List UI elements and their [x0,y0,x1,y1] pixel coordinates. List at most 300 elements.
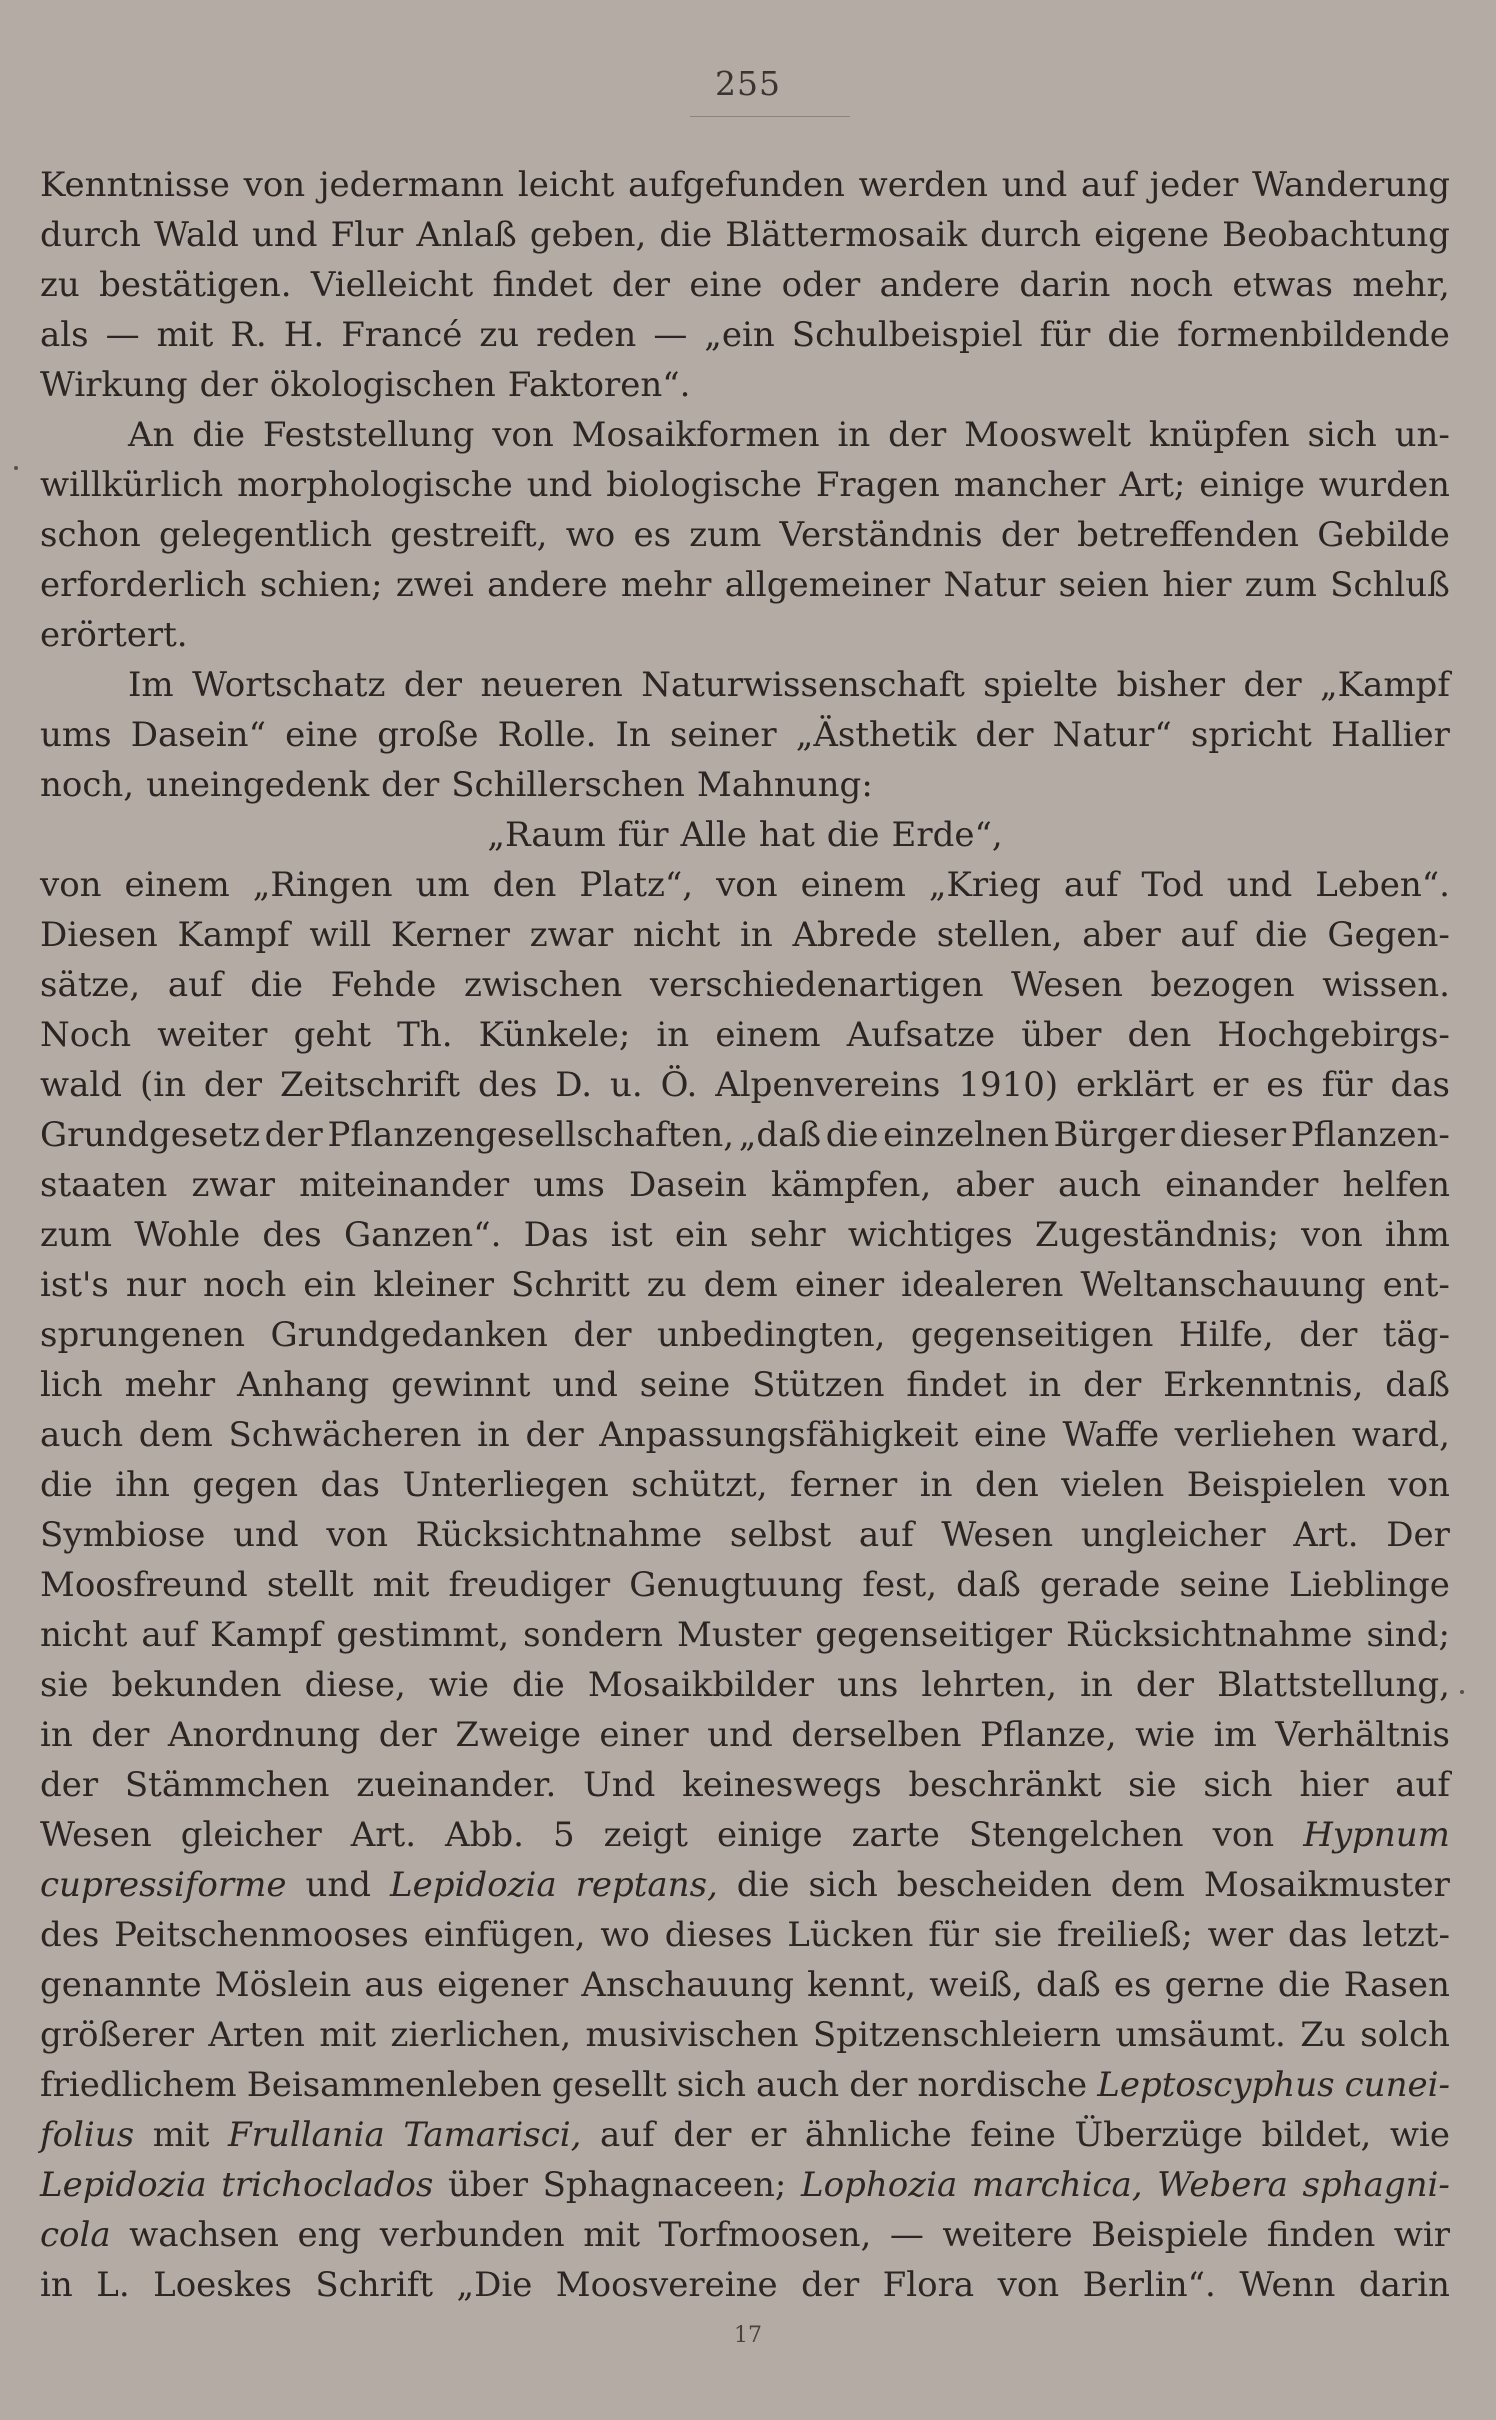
word: Gegen- [1327,915,1450,955]
word: weitere [942,2215,1073,2255]
word: Wesen [40,1815,152,1855]
word: Kerner [390,915,510,955]
word: Rücksichtnahme [1065,1615,1353,1655]
word: Stützen [752,1365,885,1405]
word: freiließ; [1057,1915,1193,1955]
word: Th. [397,1015,453,1055]
word: einer [794,1265,885,1305]
word: zwar [529,915,614,955]
word: Alpenvereins [715,1065,941,1105]
word: bezogen [1150,965,1295,1005]
word: un- [1394,415,1450,455]
word: Bürger [1053,1115,1175,1155]
word: sie [1128,1765,1177,1805]
word: Aufsatze [846,1015,996,1055]
word: dieses [664,1915,773,1955]
word: die [1107,315,1161,355]
word: eine [973,1415,1047,1455]
word: Pflanzengesellschaften, [327,1115,735,1155]
word: Arten [208,2015,305,2055]
word: der [801,2265,860,2305]
word: ist's [40,1265,109,1305]
text-line [40,1860,1450,1910]
word: lehrten, [921,1665,1058,1705]
word: es [1113,1965,1152,2005]
word: wichtiges [847,1215,1013,1255]
word: Naturwissenschaft [641,665,965,705]
word: zu [40,265,80,305]
word: Schwächeren [228,1415,462,1455]
word: verliehen [1174,1415,1337,1455]
text-line [40,1010,1450,1060]
word: jeder [1149,165,1239,205]
word: wie [1389,2115,1450,2155]
word: Beispiele [1091,2215,1249,2255]
word: erklärt [1076,1065,1195,1105]
word: selbst [729,1515,832,1555]
word: von [1212,1815,1275,1855]
word: der [199,365,258,405]
word: musivischen [585,2015,799,2055]
word: Hochgebirgs- [1217,1015,1450,1055]
word: ihm [1384,1215,1450,1255]
word: Stämmchen [124,1765,330,1805]
word: Wohle [134,1215,241,1255]
word: trichoclados [221,2165,434,2205]
word: Grundgedanken [270,1315,548,1355]
word: Abrede [792,915,918,955]
word: Faktoren“. [507,365,691,405]
word: solch [1360,2015,1450,2055]
word: sind; [1366,1615,1450,1655]
word: einfügen, [423,1915,586,1955]
word: Anordnung [167,1715,361,1755]
word: findet [906,1365,1007,1405]
word: geht [293,1015,372,1055]
word: Erkenntnis, [1163,1365,1364,1405]
text-line [40,1460,1450,1510]
word: Anlaß [416,215,517,255]
word: auf [1081,165,1136,205]
word: aber [955,1165,1034,1205]
word: — [653,315,688,355]
word: Hypnum [1303,1815,1450,1855]
word: Mosaikformen [571,415,820,455]
word: die [250,965,304,1005]
word: auf [167,965,223,1005]
word: oder [781,265,861,305]
word: in [40,1715,73,1755]
word: ihn [115,1465,170,1505]
word: im [1213,1715,1257,1755]
word: allgemeiner [724,565,931,605]
word: Tod [1141,865,1204,905]
word: Hilfe, [1178,1315,1274,1355]
word: in [1028,1365,1062,1405]
word: biologische [606,465,802,505]
word: letzt- [1362,1915,1450,1955]
word: und [233,1515,299,1555]
word: Feststellung [262,415,475,455]
word: zum [40,1215,113,1255]
word: Und [583,1765,656,1805]
word: Mosaikmuster [1203,1865,1450,1905]
word: große [377,715,479,755]
word: Symbiose [40,1515,206,1555]
word: einem [715,1015,821,1055]
word: kämpfen, [770,1165,932,1205]
text-line [40,1710,1450,1760]
word: bildet, [1261,2115,1372,2155]
word: Schritt [511,1265,630,1305]
word: wie [428,1665,489,1705]
word: zwei [395,565,474,605]
word: fest, [862,1565,938,1605]
word: R. [230,315,267,355]
word: den [492,865,557,905]
word: andere [879,265,1001,305]
word: Künkele; [478,1015,631,1055]
text-line [40,2260,1450,2310]
word: Vielleicht [310,265,474,305]
word: daß [1385,1365,1450,1405]
word: Waffe [1062,1415,1160,1455]
word: „Ästhetik [795,715,957,755]
word: Flora [882,2265,975,2305]
word: einige [1199,465,1305,505]
word: die [512,1665,565,1705]
word: Noch [40,1015,132,1055]
word: Sphagnaceen; [542,2165,787,2205]
word: Zu [1300,2015,1346,2055]
word: auf [1180,915,1236,955]
word: und [1226,865,1293,905]
word: über [1021,1015,1102,1055]
word: weiß, [929,1965,1023,2005]
word: staaten [40,1165,168,1205]
word: aufgefunden [628,165,845,205]
word: auch [1057,1165,1142,1205]
text-line [40,1510,1450,1560]
word: „Die [456,2265,533,2305]
word: der [203,1065,263,1105]
word: zueinander. [356,1765,557,1805]
word: gewinnt [391,1365,531,1405]
word: Fragen [815,465,940,505]
word: Rasen [1343,1965,1450,2005]
word: und [707,1715,773,1755]
word: zarte [851,1815,940,1855]
word: von [492,415,554,455]
word: betreffenden [1077,515,1300,555]
word: ist [610,1215,653,1255]
word: ein [674,1215,728,1255]
word: Mosaikbilder [587,1665,814,1705]
word: Ganzen“. [343,1215,502,1255]
word: friedlichem [40,2065,237,2105]
word: H. [283,315,325,355]
word: Natur [943,565,1046,605]
word: er [749,2115,787,2155]
word: einem [124,865,230,905]
word: die [825,1115,879,1155]
word: von [997,2265,1060,2305]
word: cola [40,2215,111,2255]
word: zum [1244,565,1317,605]
word: Genugtuung [629,1565,844,1605]
word: weiter [157,1015,268,1055]
text-line [40,1960,1450,2010]
word: gestreift, [390,515,548,555]
text-line [40,560,1450,610]
word: die [659,215,713,255]
word: es [633,515,672,555]
word: „Ringen [252,865,393,905]
word: Dasein“ [130,715,266,755]
word: des [477,1065,538,1105]
word: der [378,1715,437,1755]
word: seien [1058,565,1150,605]
word: bisher [1116,665,1225,705]
word: Art. [350,1815,417,1855]
word: sie [40,1665,89,1705]
word: Wortschatz [192,665,386,705]
word: genannte [40,1965,202,2005]
word: finden [1266,2215,1376,2255]
text-line [40,1260,1450,1310]
word: Wesen [1011,965,1123,1005]
word: sprungenen [40,1315,246,1355]
word: einem [800,865,906,905]
word: Francé [341,315,463,355]
word: In [615,715,651,755]
word: auf [600,2115,655,2155]
word: gerne [1164,1965,1265,2005]
word: gegenseitiger [815,1615,1052,1655]
word: in [837,415,871,455]
word: nicht [40,1615,128,1655]
word: der [1000,515,1059,555]
header-rule [690,116,850,117]
word: erörtert. [40,615,188,655]
word: stellen, [936,915,1063,955]
word: Verhältnis [1275,1715,1450,1755]
word: in [656,1015,690,1055]
word: größerer [40,2015,194,2055]
word: Gebilde [1317,515,1450,555]
word: seiner [669,715,777,755]
word: Unterliegen [402,1465,609,1505]
word: und [552,1365,618,1405]
word: nur [125,1265,186,1305]
word: die [1277,1965,1331,2005]
word: Schrift [315,2265,433,2305]
word: u. [609,1065,643,1105]
body-text [40,160,1450,2310]
word: Zeitschrift [279,1065,461,1105]
text-line [40,1910,1450,1960]
word: mit [372,1565,430,1605]
word: wo [565,515,616,555]
word: und [526,465,593,505]
word: zu [479,315,520,355]
text-line [40,1210,1450,1260]
word: eigene [1094,215,1210,255]
word: cunei- [1344,2065,1450,2105]
word: ökologischen [269,365,496,405]
word: noch [1129,265,1214,305]
word: zu [646,1265,687,1305]
word: Alle [680,815,747,855]
text-line [40,2210,1450,2260]
word: der [849,2065,908,2105]
word: auf [858,1515,914,1555]
word: „Raum [487,815,606,855]
text-line [40,2060,1450,2110]
word: es [1266,1065,1304,1105]
word: Berlin“. [1082,2265,1216,2305]
word: dem [1110,1865,1185,1905]
word: Lepidozia [40,2165,207,2205]
word: die [1254,915,1308,955]
word: neueren [480,665,623,705]
word: umsäumt. [1115,2015,1286,2055]
word: für [1039,315,1091,355]
word: der [1135,1665,1195,1705]
word: eng [297,2215,362,2255]
word: gerade [1040,1565,1161,1605]
word: Moosvereine [555,2265,778,2305]
word: auch [40,1415,124,1455]
word: Dasein [628,1165,747,1205]
word: hat [758,815,815,855]
word: Leptoscyphus [1097,2065,1335,2105]
word: uneingedenk [146,765,370,805]
word: auf [1063,865,1119,905]
word: idealeren [901,1265,1064,1305]
word: Torfmoosen, [658,2215,872,2255]
word: Natur“ [1052,715,1172,755]
word: zierlichen, [390,2015,572,2055]
word: Rolle. [497,715,597,755]
text-line [40,960,1450,1010]
word: bescheiden [896,1865,1092,1905]
word: der [91,1715,150,1755]
word: einige [716,1815,823,1855]
word: von [243,165,306,205]
word: mehr [124,1365,216,1405]
word: durch [980,215,1081,255]
word: Spitzenschleiern [812,2015,1101,2055]
word: wo [600,1915,650,1955]
word: Grundgesetz [40,1115,261,1155]
word: des [40,1915,100,1955]
word: ent- [1382,1265,1450,1305]
word: stellt [266,1565,354,1605]
word: sphagni- [1302,2165,1450,2205]
word: auch [756,2065,840,2105]
word: spielte [983,665,1099,705]
text-line [40,1060,1450,1110]
word: der [525,1415,584,1455]
text-line [40,2010,1450,2060]
word: vielen [1061,1465,1165,1505]
word: für [1321,1065,1373,1105]
word: An [128,415,175,455]
word: ums [533,1165,605,1205]
word: Verständnis [779,515,983,555]
word: Das [523,1215,589,1255]
text-line [40,2110,1450,2160]
word: bestätigen. [99,265,292,305]
word: gelegentlich [158,515,372,555]
word: kleiner [373,1265,494,1305]
word: Schillerschen [451,765,685,805]
word: der [403,665,462,705]
word: wer [1207,1915,1274,1955]
word: darin [1019,265,1111,305]
word: (in [139,1065,186,1105]
word: verbunden [379,2215,565,2255]
word: ferner [790,1465,898,1505]
word: darin [1358,2265,1450,2305]
text-line [40,1360,1450,1410]
word: formenbildende [1177,315,1450,355]
word: sich [1307,415,1377,455]
word: eigener [437,1965,569,2005]
text-line [40,760,1450,810]
word: Peitschenmooses [114,1915,409,1955]
word: Platz“, [579,865,694,905]
word: noch, [40,765,135,805]
text-line [40,460,1450,510]
word: Erde“, [891,815,1003,855]
word: daß [1036,1965,1101,2005]
word: L. [96,2265,130,2305]
word: Blattstellung, [1217,1665,1450,1705]
word: der [888,415,947,455]
word: von [326,1515,388,1555]
word: ums [40,715,112,755]
text-line [40,1810,1450,1860]
word: von [716,865,778,905]
word: zwischen [463,965,623,1005]
text-line [40,1160,1450,1210]
word: will [309,915,372,955]
word: wald [40,1065,123,1105]
word: Weltanschauung [1080,1265,1366,1305]
word: eine [689,265,763,305]
word: Wald [153,215,239,255]
word: Hallier [1330,715,1450,755]
word: gegenseitigen [910,1315,1154,1355]
margin-speck [14,466,18,470]
word: andere [487,565,608,605]
word: noch [202,1265,287,1305]
text-line [40,310,1450,360]
word: nordische [917,2065,1088,2105]
word: „ein [704,315,775,355]
word: gegen [192,1465,299,1505]
word: seine [639,1365,731,1405]
word: Der [1386,1515,1450,1555]
word: Pflanzen- [1290,1115,1450,1155]
word: und [305,1865,372,1905]
word: gleicher [180,1815,322,1855]
word: Diesen [40,915,158,955]
word: diese, [304,1665,406,1705]
word: „Kampf [1320,665,1450,705]
